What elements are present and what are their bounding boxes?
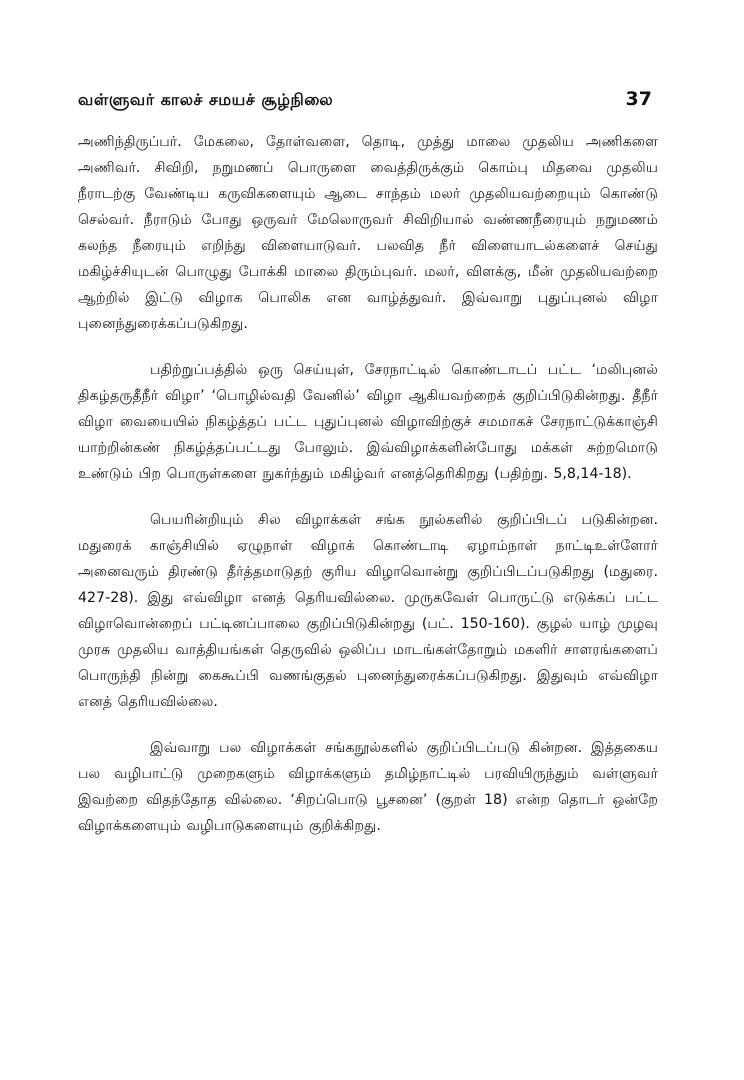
- body-text: [78, 129, 658, 839]
- paragraph: இவ்வாறு பல விழாக்கள் சங்கநூல்களில் குறிப்பிடப்படு கின்றன. இத்தகைய பல வழிபாட்டு முறைகளும் விழாக்களும் தமிழ்நாட்டில் பரவியிருந்தும் வள்ளுவர் இவற்றை விதந்தோத வில்லை. ‘சிறப்பொடு பூசனை’ (குறள் 18) என்ற தொடர் ஒன்றே விழாக்களையும் வழிபாடுகளையும் குறிக்கிறது.: [78, 740, 658, 834]
- book-page: [78, 88, 658, 839]
- paragraph: பெயரின்றியும் சில விழாக்கள் சங்க நூல்களில் குறிப்பிடப் படுகின்றன. மதுரைக் காஞ்சியில் ஏழுநாள் விழாக் கொண்டாடி ஏழாம்நாள் நாட்டிஉள்ளோர் அனைவரும் திரண்டு தீர்த்தமாடுதற் குரிய விழாவொன்று குறிப்பிடப்படுகிறது (மதுரை. 427-28). இது எவ்விழா எனத் தெரியவில்லை. முருகவேள் பொருட்டு எடுக்கப் பட்ட விழாவொன்றைப் பட்டினப்பாலை குறிப்பிடுகின்றது (பட். 150-160). குழல் யாழ் முழவு முரசு முதலிய வாத்தியங்கள் தெருவில் ஒலிப்ப மாடங்கள்தோறும் மகளிர் சாளரங்களைப் பொருந்தி நின்று கைகூப்பி வணங்குதல் புனைந்துரைக்கப்படுகிறது. இதுவும் எவ்விழா எனத் தெரியவில்லை.: [78, 512, 658, 710]
- running-header: [78, 88, 658, 111]
- paragraph: அணிந்திருப்பர். மேகலை, தோள்வளை, தொடி, முத்து மாலை முதலிய அணிகளை அணிவர். சிவிறி, நறுமணப் பொருளை வைத்திருக்கும் கொம்பு மிதவை முதலிய நீராடற்கு வேண்டிய கருவிகளையும் ஆடை சாந்தம் மலர் முதலியவற்றையும் கொண்டு செல்வர். நீராடும் போது ஒருவர் மேலொருவர் சிவிறியால் வண்ணநீரையும் நறுமணம் கலந்த நீரையும் எறிந்து விளையாடுவர். பலவித நீர் விளையாடல்களைச் செய்து மகிழ்ச்சியுடன் பொழுது போக்கி மாலை திரும்புவர். மலர், விளக்கு, மீன் முதலியவற்றை ஆற்றில் இட்டு விழாக பொலிக என வாழ்த்துவர். இவ்வாறு புதுப்புனல் விழா புனைந்துரைக்கப்படுகிறது.: [78, 134, 658, 332]
- page-number: 37: [625, 88, 652, 110]
- paragraph: பதிற்றுப்பத்தில் ஒரு செய்யுள், சேரநாட்டில் கொண்டாடப் பட்ட ‘மலிபுனல் திகழ்தருதீநீர் விழா’ ‘பொழில்வதி வேனில்’ விழா ஆகியவற்றைக் குறிப்பிடுகின்றது. தீநீர் விழா வையையில் நிகழ்த்தப் பட்ட புதுப்புனல் விழாவிற்குச் சமமாகச் சேரநாட்டுக்காஞ்சி யாற்றின்கண் நிகழ்த்தப்பட்டது போலும். இவ்விழாக்களின்போது மக்கள் சுற்றமொடு உண்டும் பிற பொருள்களை நுகர்ந்தும் மகிழ்வர் எனத்தெரிகிறது (பதிற்று. 5,8,14-18).: [78, 362, 658, 482]
- running-title: வள்ளுவர் காலச் சமயச் சூழ்நிலை: [78, 90, 334, 109]
